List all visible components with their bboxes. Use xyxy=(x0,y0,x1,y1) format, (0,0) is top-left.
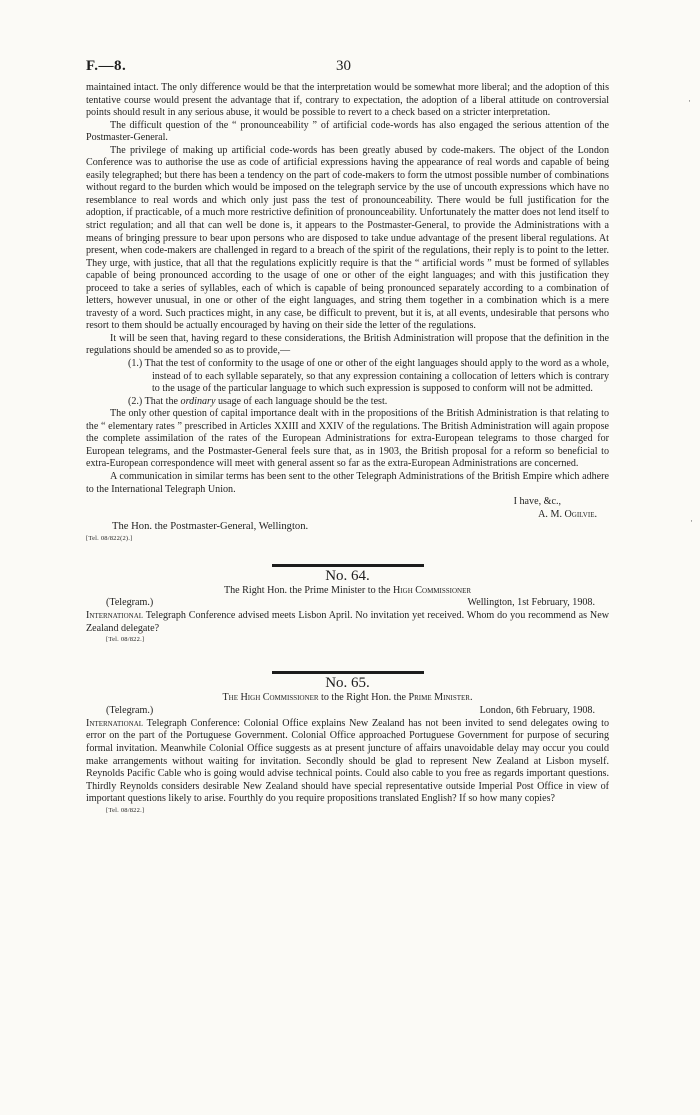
telegram-line xyxy=(86,597,609,610)
place-date: Wellington, 1st February, 1908. xyxy=(467,597,595,609)
page-number: 30 xyxy=(336,58,351,74)
list-item: (1.) That the test of conformity to the usage of one or other of the eight languages should apply to the word as a whole, instead of to each syllable separately, so that any expression containing a collocation of letters which is contrary to the usage of the particular language to which such expression is supposed to conform will not be admitted. xyxy=(128,358,609,395)
margin-mark: · xyxy=(690,516,693,526)
paragraph: A communication in similar terms has been sent to the other Telegraph Administrations of the British Empire which adhere to the International Telegraph Union. xyxy=(86,470,609,495)
place-date: London, 6th February, 1908. xyxy=(479,704,595,716)
message-type: (Telegram.) xyxy=(106,597,154,609)
document-body xyxy=(86,82,609,816)
correspondents: The Right Hon. the Prime Minister to the High Commissioner xyxy=(223,584,472,596)
paragraph: The only other question of capital importance dealt with in the propositions of the British Administration is that relating to the “ elementary rates ” prescribed in Articles XXIII and XXIV of the regulations. The British Administration will again propose the complete assimilation of the rates of the European Administrations for extra-European telegrams to those charged for European telegrams, and the Postmaster-General feels sure that, as in 1903, the British proposal for a reform so beneficial to extra-European correspondence will meet with general assent so far as the extra-European Administrations are concerned. xyxy=(86,408,609,470)
paragraph: The privilege of making up artificial code-words has been greatly abused by code-makers. The object of the London Conference was to authorise the use as code of artificial expressions having the appearance of real words and capable of being easily telegraphed; but there has been a tendency on the part of code-makers to form the utmost possible number of combinations without regard to the burden which would be imposed on the telegraph service by the use of uncouth expressions which have no resemblance to real words and which only just pass the test of pronounceability. There would be full justification for the adoption, if practicable, of a much more restrictive definition of pronounceability. Unfortunately the matter does not lend itself to strict regulation; and all that can well be done is, it appears to the Postmaster-General, to provide the Administrations with a means of bringing pressure to bear upon persons who are disposed to take undue advantage of the present liberal regulations. At present, when code-makers are challenged in regard to a breach of the spirit of the regulations, their reply is to point to the letter. They urge, with justice, that all that the regulations explicitly require is that the “ artificial words ” must be formed of syllables capable of being pronounced according to the usage of one or other of the eight languages; and with this justification they proceed to take a series of syllables, each of which is capable of being pronounced separately according to a combination of letters, however unusual, in one or other of the eight languages, and string them together in a combination which is a mere travesty of a word. Such practices might, in any case, be difficult to prevent, but it is, at all events, undesirable that persons who resort to them should be actually encouraged by having on their side the letter of the regulations. xyxy=(86,144,609,332)
paragraph: The difficult question of the “ pronounceability ” of artificial code-words has also engaged the serious attention of the Postmaster-General. xyxy=(86,119,609,144)
file-reference: [Tel. 08/822(2).] xyxy=(86,534,133,542)
paragraph: maintained intact. The only difference would be that the interpretation would be somewhat more liberal; and the adoption of this tentative course would present the advantage that if, contrary to expectation, the adoption of a liberal attitude on controversial points should result in any serious abuse, it would be possible to revert to a check based on a stricter interpretation. xyxy=(86,82,609,119)
signatory: A. M. Ogilvie. xyxy=(538,508,597,520)
document-no-65 xyxy=(86,674,609,815)
file-reference: [Tel. 08/822.] xyxy=(106,636,145,644)
margin-mark: · xyxy=(688,96,691,106)
list-item: (2.) That the ordinary usage of each language should be the test. xyxy=(128,395,388,407)
document-no-64 xyxy=(86,567,609,646)
file-reference: [Tel. 08/822.] xyxy=(106,806,145,814)
page-header xyxy=(86,58,608,80)
proposal-list xyxy=(128,358,609,408)
document-number: No. 65. xyxy=(325,675,370,692)
message-type: (Telegram.) xyxy=(106,704,154,716)
correspondents: The High Commissioner to the Right Hon. the Prime Minister. xyxy=(222,692,473,704)
telegram-text: International Telegraph Conference advised meets Lisbon April. No invitation yet received. Whom do you recommend as New Zealand delegate? xyxy=(86,610,609,634)
telegram-text: International Telegraph Conference: Colonial Office explains New Zealand has not been invited to send delegates owing to error on the part of the Portuguese Government. Colonial Office approached Portuguese Government for purpose of securing formal invitation. Meanwhile Colonial Office suggests as at present juncture of affairs unavoidable delay may occur you could make arrangements without waiting for invitation. Secondly should be glad to represent New Zealand at Lisbon myself. Reynolds Pacific Cable who is going would advise technical points. Could also cable to you free as regards important questions. Thirdly Reynolds considers desirable New Zealand should have special representative outside Imperial Post Office in view of important questions likely to arise. Fourthly do you require propositions translated English? If so how many copies? xyxy=(86,717,609,805)
addressee: The Hon. the Postmaster-General, Wellington. xyxy=(112,521,309,533)
emphasis: ordinary xyxy=(180,395,216,407)
closing: I have, &c., xyxy=(513,496,561,508)
paper-reference: F.—8. xyxy=(86,58,127,74)
telegram-line xyxy=(86,705,609,718)
document-number: No. 64. xyxy=(325,567,370,584)
paragraph: It will be seen that, having regard to these considerations, the British Administration will propose that the definition in the regulations should be amended so as to provide,— xyxy=(86,332,609,357)
